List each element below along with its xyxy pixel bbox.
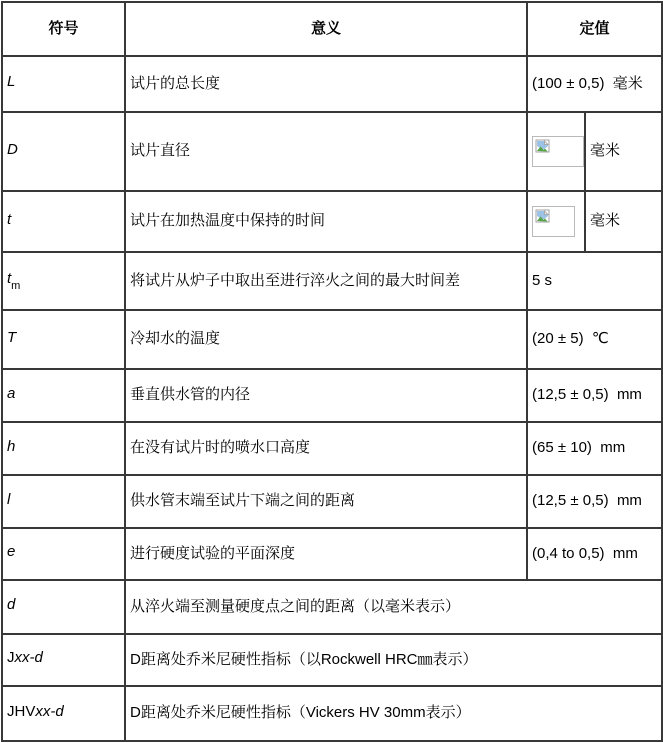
symbol-italic: l	[7, 490, 11, 508]
header-symbol: 符号	[2, 2, 125, 56]
parameters-table	[1, 1, 663, 742]
symbol-italic: d	[7, 596, 16, 614]
broken-image-icon	[535, 209, 551, 225]
symbol-italic: e	[7, 543, 16, 561]
value-cell: (0,4 to 0,5) mm	[527, 528, 662, 580]
unit-cell: 毫米	[585, 191, 662, 252]
value-cell: (20 ± 5) ℃	[527, 310, 662, 369]
symbol-italic: T	[7, 328, 17, 346]
symbol-roman: JHV	[7, 702, 36, 720]
value-cell: (12,5 ± 0,5) mm	[527, 369, 662, 422]
table-row	[2, 528, 662, 580]
meaning-cell: 从淬火端至测量硬度点之间的距离（以毫米表示）	[125, 580, 662, 634]
meaning-cell: 进行硬度试验的平面深度	[125, 528, 527, 580]
value-cell: (100 ± 0,5) 毫米	[527, 56, 662, 112]
symbol-italic: xx-d	[14, 649, 43, 667]
value-image-cell	[527, 191, 585, 252]
table-row	[2, 191, 662, 252]
symbol-roman: J	[7, 649, 15, 667]
symbol-cell	[2, 310, 125, 369]
table-row	[2, 369, 662, 422]
symbol-italic: t	[7, 210, 12, 228]
table-row	[2, 686, 662, 741]
header-value: 定值	[527, 2, 662, 56]
symbol-cell	[2, 634, 125, 686]
symbol-cell	[2, 528, 125, 580]
table-row	[2, 252, 662, 310]
unit-cell: 毫米	[585, 112, 662, 191]
symbol-cell	[2, 369, 125, 422]
symbol-cell	[2, 422, 125, 475]
table-row	[2, 310, 662, 369]
meaning-cell: 供水管末端至试片下端之间的距离	[125, 475, 527, 528]
meaning-cell: 冷却水的温度	[125, 310, 527, 369]
table-row	[2, 56, 662, 112]
meaning-cell: D距离处乔米尼硬性指标（以Rockwell HRC㎜表示）	[125, 634, 662, 686]
broken-image-placeholder	[532, 136, 584, 167]
table-row	[2, 112, 662, 191]
symbol-italic: a	[7, 384, 16, 402]
broken-image-icon	[535, 139, 551, 155]
symbol-cell	[2, 475, 125, 528]
meaning-cell: D距离处乔米尼硬性指标（Vickers HV 30mm表示）	[125, 686, 662, 741]
symbol-cell	[2, 191, 125, 252]
symbol-italic: D	[7, 140, 18, 158]
symbol-cell	[2, 56, 125, 112]
symbol-cell	[2, 686, 125, 741]
symbol-italic: h	[7, 437, 16, 455]
meaning-cell: 试片在加热温度中保持的时间	[125, 191, 527, 252]
value-cell: 5 s	[527, 252, 662, 310]
meaning-cell: 垂直供水管的内径	[125, 369, 527, 422]
meaning-cell: 将试片从炉子中取出至进行淬火之间的最大时间差	[125, 252, 527, 310]
symbol-cell	[2, 580, 125, 634]
symbol-italic: xx-d	[35, 702, 64, 720]
symbol-italic: L	[7, 73, 16, 91]
symbol-cell	[2, 252, 125, 310]
header-row	[2, 2, 662, 56]
symbol-subscript: m	[11, 280, 21, 293]
value-cell: (12,5 ± 0,5) mm	[527, 475, 662, 528]
meaning-cell: 试片的总长度	[125, 56, 527, 112]
table-row	[2, 634, 662, 686]
symbol-italic: t	[7, 270, 12, 288]
table-row	[2, 475, 662, 528]
broken-image-placeholder	[532, 206, 575, 237]
meaning-cell: 试片直径	[125, 112, 527, 191]
symbol-cell	[2, 112, 125, 191]
value-image-cell	[527, 112, 585, 191]
meaning-cell: 在没有试片时的喷水口高度	[125, 422, 527, 475]
table-row	[2, 422, 662, 475]
value-cell: (65 ± 10) mm	[527, 422, 662, 475]
header-meaning: 意义	[125, 2, 527, 56]
table-row	[2, 580, 662, 634]
